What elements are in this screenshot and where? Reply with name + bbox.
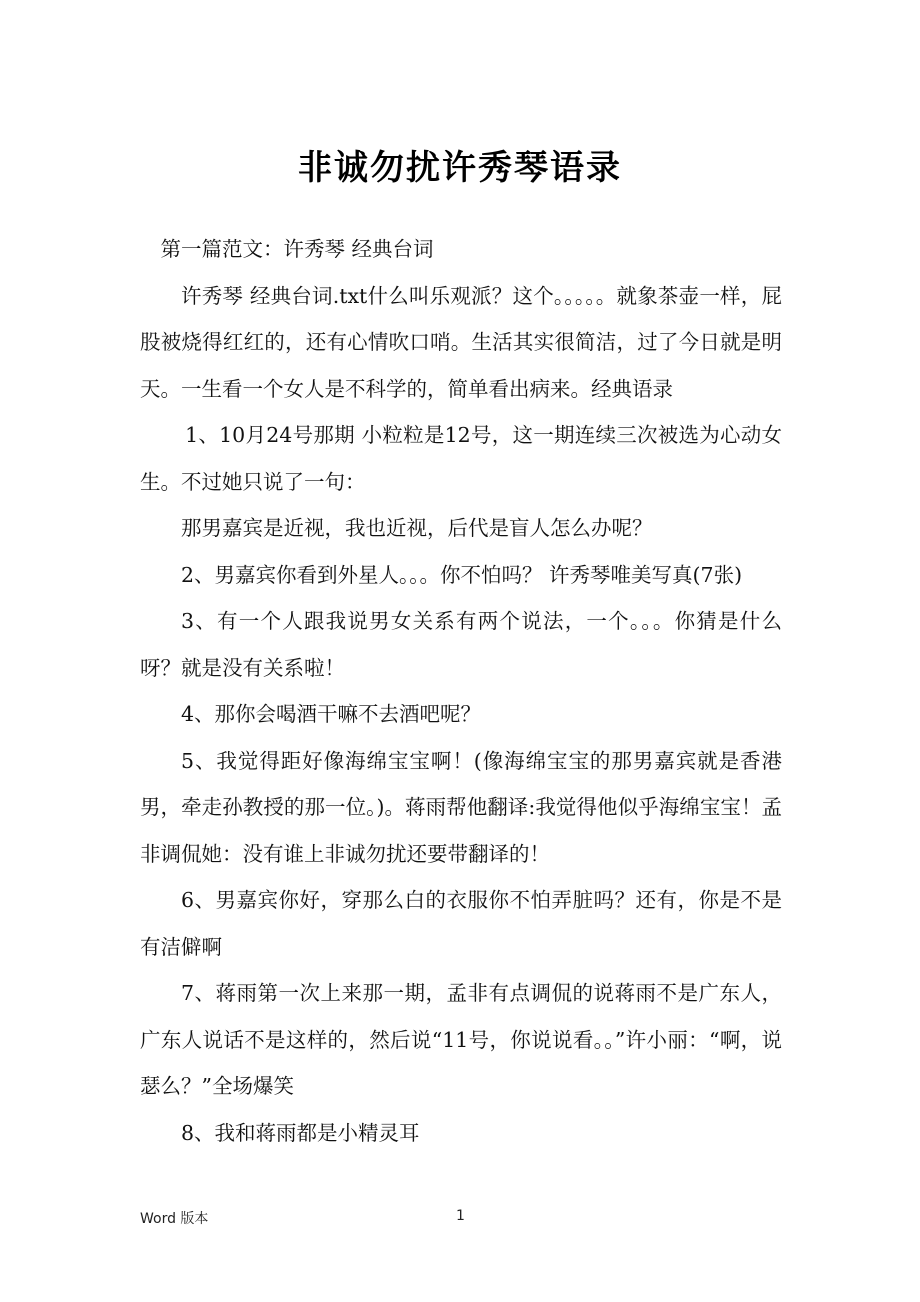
list-item: 1、10月24号那期 小粒粒是12号，这一期连续三次被选为心动女生。不过她只说了一句： — [140, 423, 782, 494]
list-item: 5、我觉得距好像海绵宝宝啊！(像海绵宝宝的那男嘉宾就是香港男，牵走孙教授的那一位。)。蒋雨帮他翻译:我觉得他似乎海绵宝宝！孟非调侃她：没有谁上非诚勿扰还要带翻译的！ — [140, 748, 782, 866]
list-item: 7、蒋雨第一次上来那一期，孟非有点调侃的说蒋雨不是广东人，广东人说话不是这样的，然后说“11号，你说说看。。”许小丽：“啊，说瑟么？”全场爆笑 — [140, 981, 782, 1098]
paragraph-intro: 许秀琴 经典台词.txt什么叫乐观派？这个。。。。。就象茶壶一样，屁股被烧得红红的，还有心情吹口哨。生活其实很简洁，过了今日就是明天。一生看一个女人是不科学的，简单看出病来。经典语录 — [140, 283, 782, 401]
section-heading: 第一篇范文：许秀琴 经典台词 — [160, 237, 434, 261]
list-item: 8、我和蒋雨都是小精灵耳 — [181, 1120, 420, 1145]
list-item: 2、男嘉宾你看到外星人。。。你不怕吗？ 许秀琴唯美写真(7张) — [181, 562, 743, 587]
document-title: 非诚勿扰许秀琴语录 — [298, 148, 622, 188]
document-body — [140, 226, 782, 1156]
list-item: 6、男嘉宾你好，穿那么白的衣服你不怕弄脏吗？还有，你是不是有洁僻啊 — [140, 888, 782, 959]
page-number: 1 — [456, 1208, 465, 1224]
list-item: 4、那你会喝酒干嘛不去酒吧呢？ — [181, 702, 482, 726]
list-item: 3、有一个人跟我说男女关系有两个说法，一个。。。你猜是什么呀？就是没有关系啦！ — [140, 609, 782, 680]
footer-label: Word 版本 — [140, 1211, 209, 1227]
paragraph-quote: 那男嘉宾是近视，我也近视，后代是盲人怎么办呢？ — [181, 516, 653, 540]
